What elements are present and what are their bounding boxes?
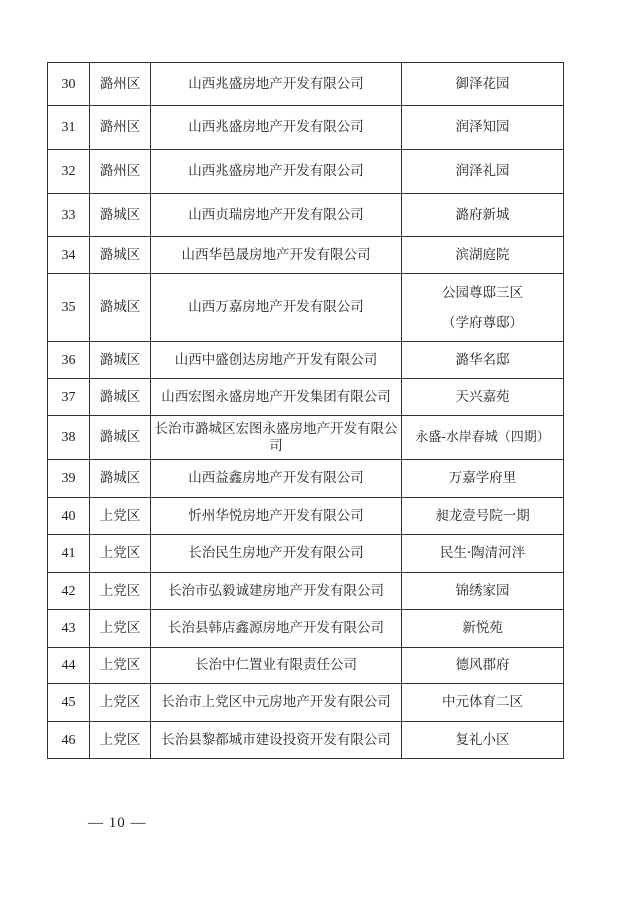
district-cell <box>90 684 151 722</box>
company-cell-text: 长治县韩店鑫源房地产开发有限公司 <box>168 620 384 636</box>
company-cell-text: 山西万嘉房地产开发有限公司 <box>188 299 364 315</box>
table-row <box>48 610 564 648</box>
row-number <box>48 610 90 648</box>
table-row <box>48 535 564 573</box>
project-table <box>47 62 564 759</box>
project-cell <box>402 342 564 379</box>
company-cell-text: 山西兆盛房地产开发有限公司 <box>188 119 364 135</box>
district-cell-text: 上党区 <box>99 731 141 748</box>
table-row <box>48 416 564 460</box>
row-number-text: 39 <box>61 471 76 486</box>
row-number <box>48 342 90 379</box>
project-cell-text: 公园尊邸三区 <box>442 284 523 301</box>
project-cell-text: 御泽花园 <box>455 75 510 92</box>
project-cell <box>402 416 564 460</box>
company-cell-text: 长治民生房地产开发有限公司 <box>188 545 364 561</box>
row-number-text: 40 <box>61 508 76 524</box>
project-cell <box>402 498 564 535</box>
company-cell-text: 山西中盛创达房地产开发有限公司 <box>174 351 378 368</box>
company-cell <box>151 684 402 722</box>
row-number <box>48 416 90 460</box>
row-number-text: 45 <box>61 695 76 710</box>
company-cell <box>151 106 402 150</box>
district-cell <box>90 573 151 610</box>
company-cell <box>151 63 402 106</box>
row-number <box>48 684 90 722</box>
company-cell <box>151 722 402 759</box>
table-row <box>48 106 564 150</box>
row-number <box>48 106 90 150</box>
district-cell-text: 潞州区 <box>99 75 141 92</box>
project-cell-text: 潞府新城 <box>455 206 510 223</box>
row-number-text: 44 <box>61 658 76 673</box>
company-cell-text: 长治市上党区中元房地产开发有限公司 <box>161 694 391 710</box>
table-row <box>48 379 564 416</box>
district-cell-text: 潞城区 <box>99 206 141 223</box>
district-cell-text: 潞城区 <box>99 388 141 405</box>
company-cell <box>151 610 402 648</box>
project-cell-text: 中元体育二区 <box>442 694 523 710</box>
project-cell <box>402 379 564 416</box>
company-cell <box>151 342 402 379</box>
project-cell <box>402 63 564 106</box>
row-number <box>48 460 90 498</box>
project-cell <box>402 722 564 759</box>
row-number-text: 30 <box>61 76 76 92</box>
company-cell-text: 长治市弘毅诚建房地产开发有限公司 <box>168 582 384 599</box>
row-number-text: 41 <box>61 546 76 561</box>
company-cell <box>151 194 402 237</box>
table-row <box>48 194 564 237</box>
project-cell <box>402 460 564 498</box>
district-cell-text: 潞州区 <box>99 163 141 179</box>
company-cell-text: 山西兆盛房地产开发有限公司 <box>188 163 364 179</box>
table-row <box>48 274 564 342</box>
table-row <box>48 684 564 722</box>
project-cell-text: 昶龙壹号院一期 <box>435 507 530 524</box>
project-cell <box>402 684 564 722</box>
table-row <box>48 573 564 610</box>
table-row <box>48 722 564 759</box>
district-cell-text: 潞城区 <box>99 351 141 368</box>
district-cell-text: 上党区 <box>99 657 141 673</box>
project-cell-text: 德风郡府 <box>455 657 510 673</box>
company-cell <box>151 498 402 535</box>
company-cell <box>151 237 402 274</box>
district-cell-text: 上党区 <box>99 545 141 561</box>
project-cell-text: 滨湖庭院 <box>455 246 510 263</box>
project-cell-text: 新悦苑 <box>462 620 503 636</box>
company-cell <box>151 274 402 342</box>
row-number <box>48 150 90 194</box>
district-cell <box>90 194 151 237</box>
company-cell-text: 山西宏图永盛房地产开发集团有限公司 <box>161 388 391 405</box>
company-cell-text: 山西兆盛房地产开发有限公司 <box>188 75 364 92</box>
project-cell <box>402 535 564 573</box>
row-number <box>48 237 90 274</box>
project-cell <box>402 573 564 610</box>
table-row <box>48 498 564 535</box>
company-cell-text: 山西益鑫房地产开发有限公司 <box>188 470 364 486</box>
company-cell-text: 山西华邑晟房地产开发有限公司 <box>181 246 371 263</box>
row-number <box>48 535 90 573</box>
row-number-text: 46 <box>61 732 76 748</box>
company-cell-text: 长治中仁置业有限责任公司 <box>195 657 357 673</box>
company-cell-text: 忻州华悦房地产开发有限公司 <box>188 507 364 524</box>
table-row <box>48 63 564 106</box>
company-cell <box>151 535 402 573</box>
project-cell <box>402 274 564 342</box>
company-cell <box>151 648 402 684</box>
project-cell <box>402 610 564 648</box>
district-cell-text: 潞城区 <box>99 470 141 486</box>
district-cell <box>90 535 151 573</box>
project-cell <box>402 194 564 237</box>
row-number <box>48 379 90 416</box>
district-cell-text: 上党区 <box>99 582 141 599</box>
district-cell <box>90 274 151 342</box>
table-row <box>48 237 564 274</box>
row-number <box>48 648 90 684</box>
district-cell <box>90 460 151 498</box>
table-row <box>48 342 564 379</box>
row-number-text: 32 <box>61 164 76 179</box>
district-cell <box>90 648 151 684</box>
table-row <box>48 648 564 684</box>
page-number: — 10 — <box>88 815 147 831</box>
row-number-text: 31 <box>61 120 76 135</box>
district-cell-text: 潞城区 <box>99 429 141 445</box>
company-cell-text: 长治市潞城区宏图永盛房地产开发有限公司 <box>154 420 398 454</box>
row-number <box>48 722 90 759</box>
district-cell-text: 潞州区 <box>99 119 141 135</box>
project-cell-text: 锦绣家园 <box>455 582 510 599</box>
row-number-text: 35 <box>61 300 76 315</box>
district-cell-text: 潞城区 <box>99 299 141 315</box>
district-cell <box>90 379 151 416</box>
district-cell <box>90 106 151 150</box>
project-cell-text: 润泽知园 <box>455 119 510 135</box>
project-cell <box>402 648 564 684</box>
row-number-text: 34 <box>61 247 76 263</box>
district-cell-text: 潞城区 <box>99 246 141 263</box>
district-cell <box>90 610 151 648</box>
company-cell-text: 山西贞瑞房地产开发有限公司 <box>188 206 364 223</box>
project-subtitle: （学府尊邸） <box>442 314 523 331</box>
project-cell-text: 天兴嘉苑 <box>455 388 510 405</box>
row-number <box>48 573 90 610</box>
table-row <box>48 460 564 498</box>
company-cell <box>151 150 402 194</box>
company-cell <box>151 573 402 610</box>
district-cell <box>90 342 151 379</box>
project-cell-text: 永盛-水岸春城（四期） <box>415 430 550 445</box>
company-cell <box>151 416 402 460</box>
row-number-text: 37 <box>61 389 76 405</box>
project-cell <box>402 150 564 194</box>
project-cell-text: 万嘉学府里 <box>448 470 517 486</box>
district-cell <box>90 150 151 194</box>
row-number-text: 38 <box>61 430 76 445</box>
company-cell-text: 长治县黎都城市建设投资开发有限公司 <box>161 731 391 748</box>
table-row <box>48 150 564 194</box>
row-number-text: 43 <box>61 621 76 636</box>
row-number-text: 42 <box>61 583 76 599</box>
project-cell-text: 潞华名邸 <box>455 351 510 368</box>
company-cell <box>151 379 402 416</box>
district-cell <box>90 237 151 274</box>
district-cell <box>90 63 151 106</box>
district-cell-text: 上党区 <box>99 694 141 710</box>
row-number <box>48 63 90 106</box>
row-number <box>48 498 90 535</box>
project-cell <box>402 106 564 150</box>
row-number <box>48 274 90 342</box>
project-cell-text: 民生·陶清河泮 <box>439 545 526 561</box>
row-number-text: 33 <box>61 207 76 223</box>
project-cell-text: 复礼小区 <box>455 731 510 748</box>
company-cell <box>151 460 402 498</box>
row-number-text: 36 <box>61 352 76 368</box>
district-cell-text: 上党区 <box>99 620 141 636</box>
district-cell <box>90 416 151 460</box>
row-number <box>48 194 90 237</box>
district-cell-text: 上党区 <box>99 507 141 524</box>
district-cell <box>90 722 151 759</box>
project-cell-text: 润泽礼园 <box>455 163 510 179</box>
district-cell <box>90 498 151 535</box>
project-cell <box>402 237 564 274</box>
